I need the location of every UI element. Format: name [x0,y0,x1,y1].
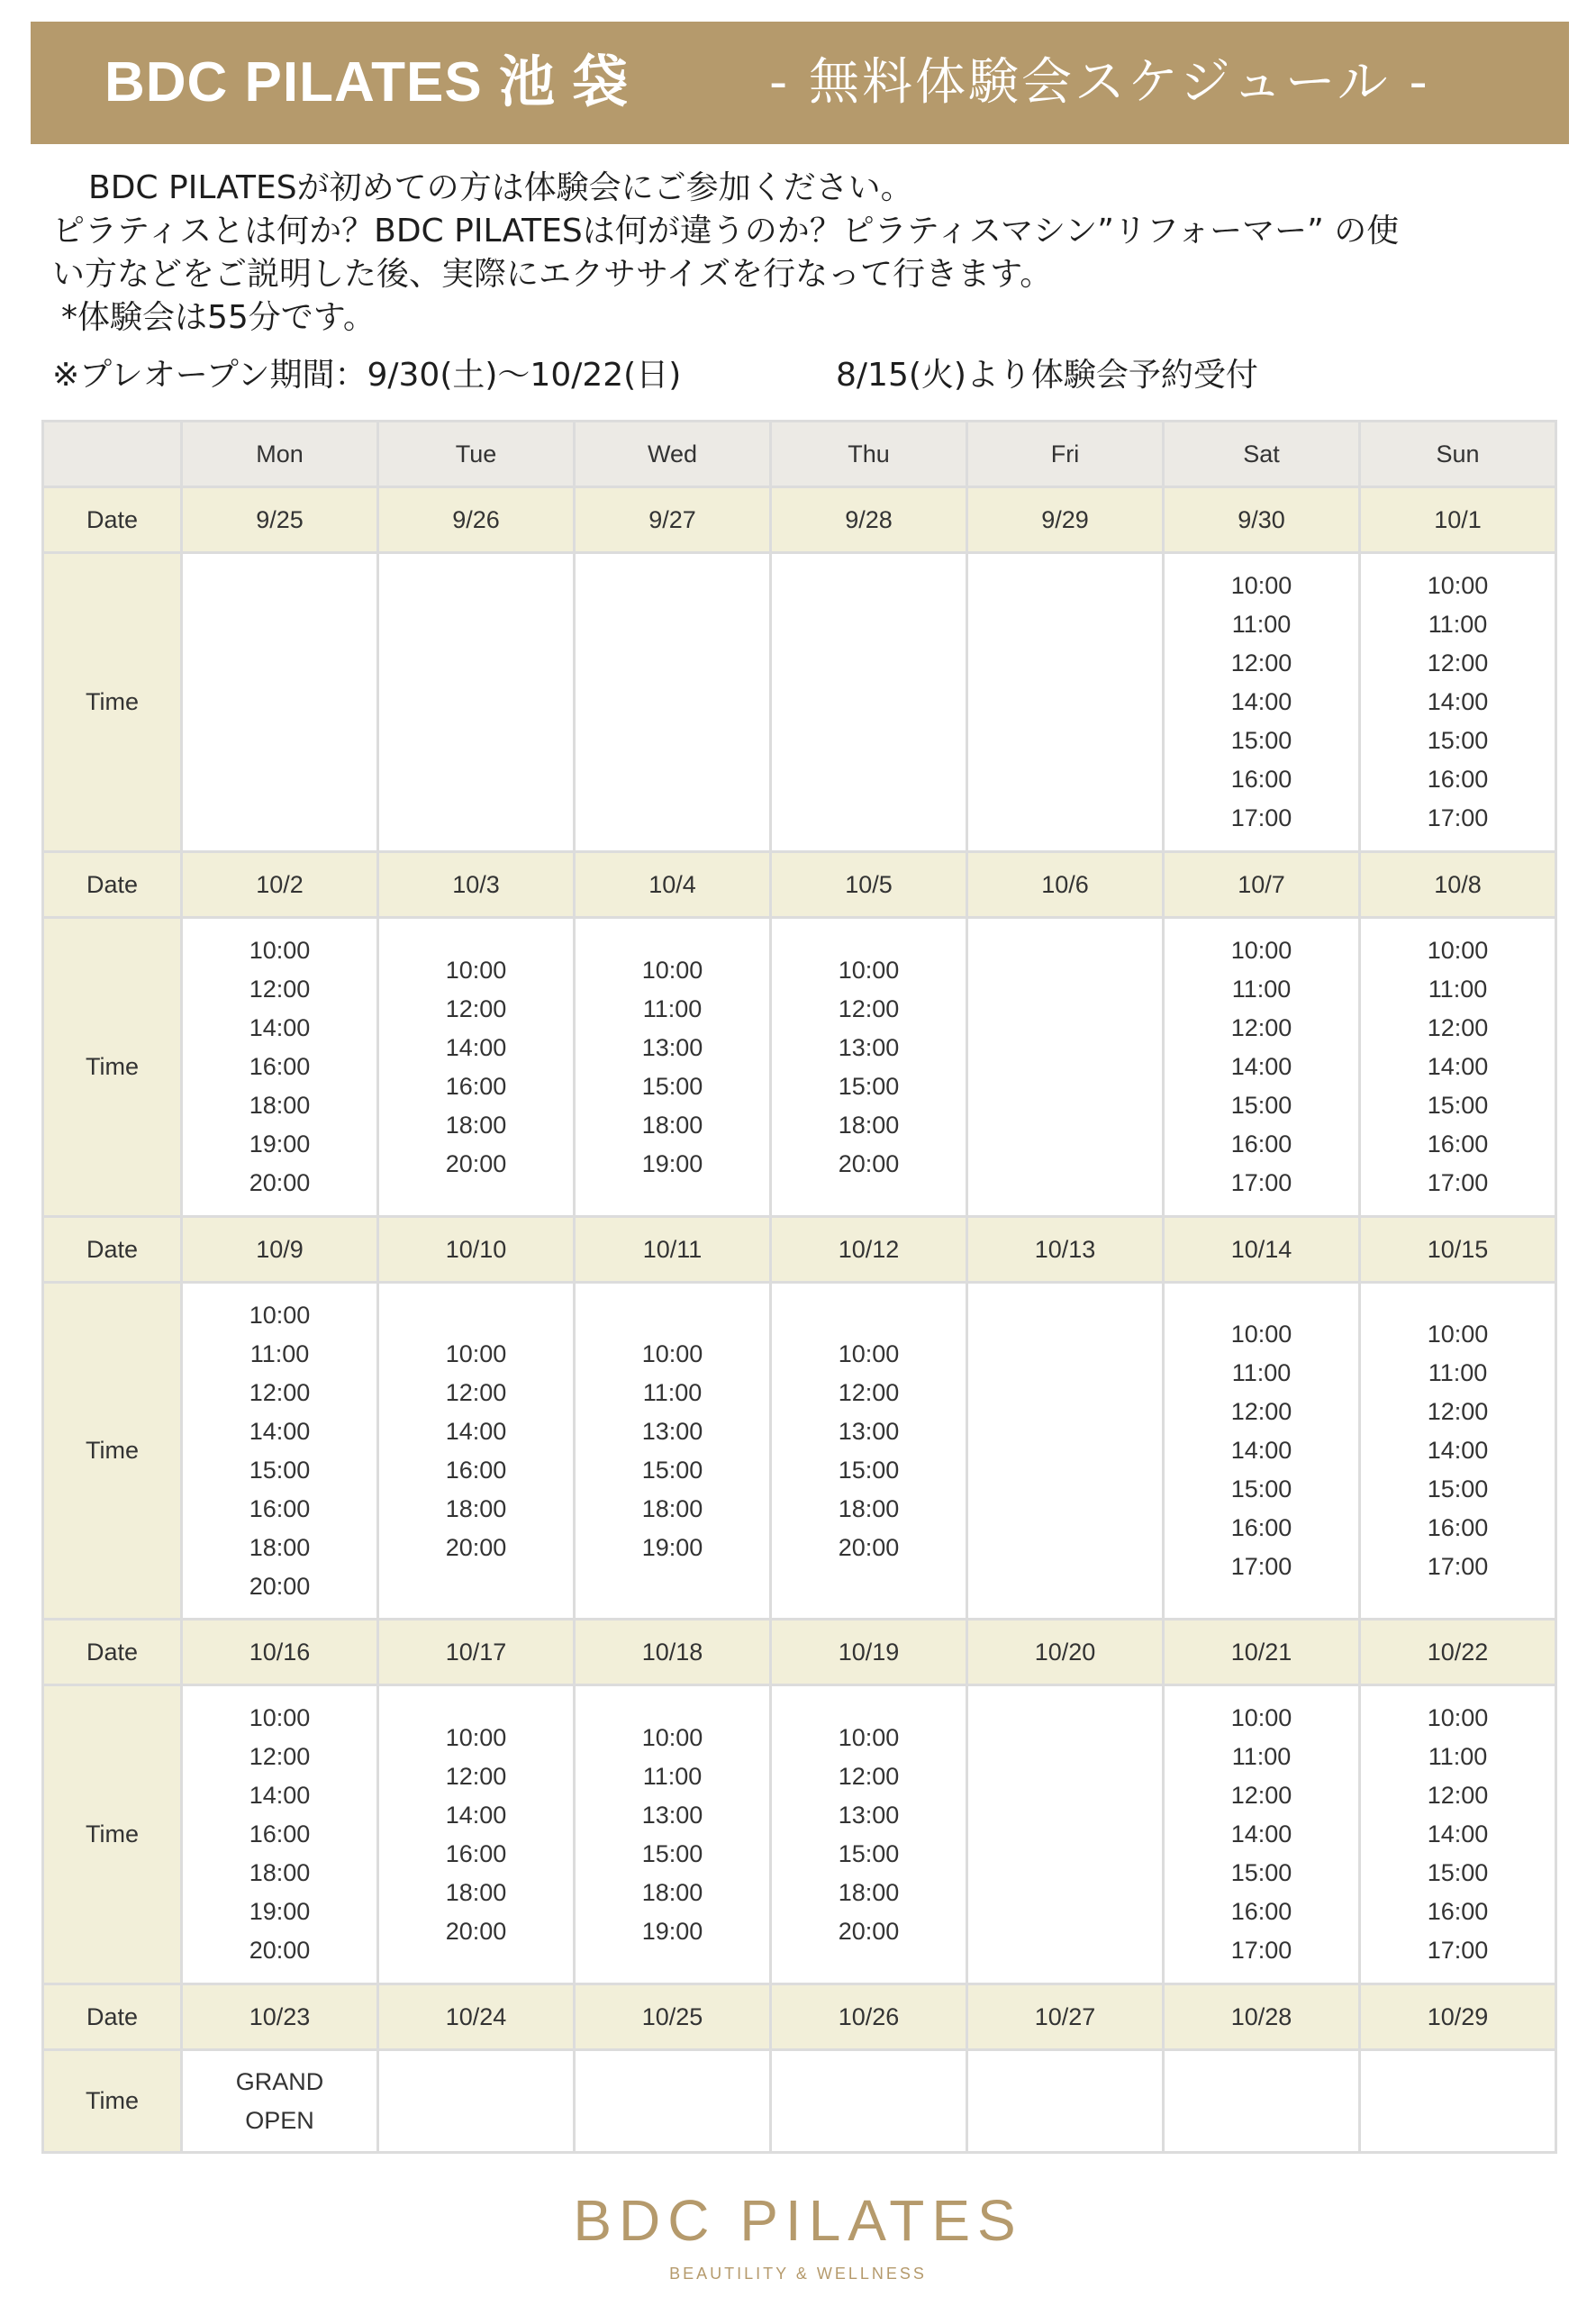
date-cell: 9/30 [1164,487,1360,553]
schedule-table [41,420,1557,2154]
time-cell [967,1685,1164,1984]
time-cell [182,553,378,852]
date-cell: 10/22 [1360,1620,1556,1685]
time-cell [575,918,771,1217]
date-cell: 10/9 [182,1217,378,1283]
intro-line-1: BDC PILATESが初めての方は体験会にご参加ください。 [88,169,913,206]
time-slot: 15:00 [1230,727,1292,754]
time-slot-list [1165,1315,1358,1586]
date-cell: 10/5 [771,852,967,918]
time-slot: 14:00 [249,1014,311,1041]
time-slot-list [772,1719,966,1951]
date-cell: 10/18 [575,1620,771,1685]
time-slot: 18:00 [641,1494,703,1522]
period-info [52,354,1258,397]
time-cell [1164,918,1360,1217]
date-cell: 10/6 [967,852,1164,918]
time-row [43,1685,1556,1984]
time-slot-list [183,1296,376,1606]
time-slot: 15:00 [1230,1475,1292,1503]
time-slot: 17:00 [1427,1169,1489,1196]
time-slot: 14:00 [445,1801,507,1829]
time-slot: 18:00 [838,1111,900,1139]
time-slot: 16:00 [1427,766,1489,793]
time-slot: 10:00 [641,1339,703,1367]
time-slot-list [1361,1699,1555,1970]
time-slot: 12:00 [1427,649,1489,676]
time-slot: 19:00 [641,1149,703,1177]
time-cell [1164,1685,1360,1984]
day-header-thu: Thu [771,422,967,487]
time-slot: 17:00 [1427,1553,1489,1580]
time-slot-list [1165,931,1358,1203]
time-slot: 15:00 [1427,727,1489,754]
time-slot: 12:00 [838,1762,900,1790]
time-slot: 18:00 [445,1494,507,1522]
time-slot: 18:00 [445,1878,507,1906]
time-slot: 15:00 [1230,1859,1292,1886]
time-cell [771,1283,967,1620]
day-header-row [43,422,1556,487]
time-slot: 10:00 [1427,1321,1489,1348]
date-row-label: Date [43,852,182,918]
time-slot: 19:00 [249,1898,311,1925]
date-row-label: Date [43,1217,182,1283]
time-slot: 16:00 [1230,1130,1292,1158]
time-slot: 11:00 [1231,1743,1292,1770]
time-row [43,1283,1556,1620]
time-slot: 15:00 [838,1456,900,1484]
time-slot: 12:00 [249,1743,311,1770]
time-slot: 20:00 [249,1169,311,1196]
time-slot: 20:00 [838,1149,900,1177]
time-slot: 14:00 [445,1417,507,1445]
time-slot: 17:00 [1230,1553,1292,1580]
reservation-start: 8/15(火)より体験会予約受付 [836,357,1258,394]
time-slot-list [379,1719,573,1951]
date-row [43,852,1556,918]
time-slot: 11:00 [1428,1743,1488,1770]
time-slot: 11:00 [1231,1359,1292,1386]
time-slot: 14:00 [1230,1437,1292,1464]
time-cell [182,2050,378,2153]
time-slot: 17:00 [1230,1937,1292,1964]
time-slot: 16:00 [249,1820,311,1848]
time-slot: 18:00 [838,1878,900,1906]
intro-line-4: *体験会は55分です。 [61,299,376,336]
time-slot: 19:00 [641,1917,703,1945]
time-slot: 18:00 [445,1111,507,1139]
time-slot: 15:00 [641,1072,703,1100]
date-cell: 10/4 [575,852,771,918]
time-slot: 15:00 [641,1839,703,1867]
time-slot-list [576,1719,769,1951]
header-banner [31,22,1569,144]
day-header-fri: Fri [967,422,1164,487]
time-slot: 16:00 [445,1072,507,1100]
time-slot: 16:00 [1427,1514,1489,1541]
time-slot: 13:00 [838,1033,900,1061]
time-slot: 13:00 [838,1801,900,1829]
time-slot: 11:00 [249,1339,310,1367]
time-cell [967,918,1164,1217]
time-slot: 14:00 [249,1417,311,1445]
time-slot: 19:00 [249,1130,311,1158]
time-cell [967,553,1164,852]
time-slot-list [576,1335,769,1567]
day-header-sat: Sat [1164,422,1360,487]
date-cell: 10/26 [771,1984,967,2050]
date-cell: 10/21 [1164,1620,1360,1685]
date-cell: 10/20 [967,1620,1164,1685]
time-slot: 16:00 [445,1456,507,1484]
time-cell [1360,1685,1556,1984]
date-row [43,1217,1556,1283]
time-slot: 12:00 [1230,1398,1292,1425]
time-slot: 16:00 [1427,1898,1489,1925]
time-slot-list [183,931,376,1203]
time-slot: 16:00 [249,1053,311,1080]
time-row [43,918,1556,1217]
time-cell [771,553,967,852]
time-slot: 14:00 [1230,1820,1292,1848]
time-slot: 20:00 [445,1533,507,1561]
time-slot: 10:00 [445,1339,507,1367]
time-slot-list [772,951,966,1184]
time-slot: 17:00 [1230,1169,1292,1196]
time-slot: 14:00 [1427,1053,1489,1080]
date-cell: 10/1 [1360,487,1556,553]
time-slot: 11:00 [1428,611,1488,638]
time-slot: 16:00 [249,1494,311,1522]
time-slot: 15:00 [1427,1092,1489,1119]
date-cell: 10/12 [771,1217,967,1283]
date-cell: 10/8 [1360,852,1556,918]
time-slot: 13:00 [641,1417,703,1445]
time-cell [1164,1283,1360,1620]
date-cell: 10/3 [378,852,575,918]
time-cell [771,918,967,1217]
time-slot: 15:00 [838,1072,900,1100]
time-slot: 11:00 [1428,976,1488,1003]
time-slot: 10:00 [1427,937,1489,964]
time-cell [575,1283,771,1620]
time-slot-list [1361,931,1555,1203]
time-slot: 18:00 [249,1533,311,1561]
time-slot-list [379,1335,573,1567]
time-slot: 18:00 [249,1859,311,1886]
time-cell [182,918,378,1217]
time-slot: 10:00 [249,1704,311,1731]
date-cell: 10/17 [378,1620,575,1685]
time-slot: 10:00 [838,956,900,984]
time-slot: 12:00 [445,1378,507,1406]
date-row-label: Date [43,487,182,553]
time-slot: 15:00 [1427,1475,1489,1503]
time-slot: 10:00 [249,937,311,964]
date-row [43,1984,1556,2050]
time-slot: 10:00 [838,1339,900,1367]
time-slot-list [576,951,769,1184]
time-slot: 15:00 [641,1456,703,1484]
time-slot: 10:00 [249,1301,311,1329]
date-cell: 10/14 [1164,1217,1360,1283]
time-slot: 10:00 [1427,572,1489,599]
date-cell: 10/10 [378,1217,575,1283]
time-slot: 10:00 [1230,572,1292,599]
time-row-label: Time [43,1685,182,1984]
time-slot-list [772,1335,966,1567]
preopen-period: ※プレオープン期間：9/30(土)〜10/22(日) [52,357,682,394]
time-slot: 10:00 [1230,937,1292,964]
date-cell: 9/27 [575,487,771,553]
time-slot: 12:00 [445,994,507,1022]
time-slot: 11:00 [642,1762,703,1790]
date-cell: 10/19 [771,1620,967,1685]
time-slot: 12:00 [445,1762,507,1790]
time-slot: 17:00 [1427,1937,1489,1964]
time-cell [1360,2050,1556,2153]
day-header-wed: Wed [575,422,771,487]
time-slot: 20:00 [249,1572,311,1600]
time-slot: 15:00 [249,1456,311,1484]
time-cell [378,553,575,852]
date-cell: 9/29 [967,487,1164,553]
time-slot: 14:00 [1230,1053,1292,1080]
time-slot: 12:00 [1427,1014,1489,1041]
time-row-label: Time [43,553,182,852]
time-slot: 18:00 [641,1878,703,1906]
time-cell [967,1283,1164,1620]
time-slot: 16:00 [1427,1130,1489,1158]
time-slot: 12:00 [1427,1398,1489,1425]
time-slot: 12:00 [1230,649,1292,676]
time-cell [182,1283,378,1620]
time-slot-list [1165,1699,1358,1970]
time-slot: 14:00 [1427,1820,1489,1848]
time-slot: 12:00 [1427,1782,1489,1809]
footer-tagline: BEAUTILITY & WELLNESS [669,2265,927,2283]
date-row [43,487,1556,553]
date-cell: 10/11 [575,1217,771,1283]
time-slot: 10:00 [1230,1321,1292,1348]
time-cell [771,2050,967,2153]
date-cell: 10/27 [967,1984,1164,2050]
time-slot: 11:00 [642,1378,703,1406]
time-cell [575,1685,771,1984]
header-corner-cell [43,422,182,487]
time-slot: 10:00 [1427,1704,1489,1731]
time-cell [378,918,575,1217]
time-slot: 18:00 [641,1111,703,1139]
intro-line-3: い方などをご説明した後、実際にエクササイズを行なって行きます。 [52,256,1053,293]
time-slot: 14:00 [445,1033,507,1061]
time-slot: 16:00 [1230,766,1292,793]
time-slot: 14:00 [1427,688,1489,715]
time-slot-list [379,951,573,1184]
time-slot: 20:00 [838,1917,900,1945]
time-slot-list [1361,1315,1555,1586]
time-slot: 18:00 [838,1494,900,1522]
time-cell [575,553,771,852]
time-cell [378,2050,575,2153]
date-cell: 10/15 [1360,1217,1556,1283]
time-slot: 20:00 [445,1917,507,1945]
time-slot-list [1361,567,1555,838]
time-cell [1360,1283,1556,1620]
time-slot: 10:00 [641,1723,703,1751]
time-slot: 11:00 [1231,976,1292,1003]
date-cell: 10/28 [1164,1984,1360,2050]
date-row-label: Date [43,1984,182,2050]
time-slot: 10:00 [445,956,507,984]
footer-logo [0,2189,1596,2283]
brand-title: BDC PILATES 池 袋 [104,51,630,113]
date-cell: 9/25 [182,487,378,553]
date-cell: 9/28 [771,487,967,553]
time-slot: 13:00 [641,1801,703,1829]
footer-logo-text: BDC PILATES [573,2188,1023,2253]
intro-line-2: ピラティスとは何か？BDC PILATESは何が違うのか？ピラティスマシン”リフォーマー” の使 [52,213,1400,250]
time-cell [1164,2050,1360,2153]
time-slot: 10:00 [445,1723,507,1751]
time-slot: 17:00 [1230,804,1292,831]
time-cell [378,1283,575,1620]
time-slot: 17:00 [1427,804,1489,831]
date-cell: 10/13 [967,1217,1164,1283]
time-cell [1360,918,1556,1217]
time-slot: 11:00 [1231,611,1292,638]
date-cell: 10/24 [378,1984,575,2050]
time-slot: 12:00 [838,994,900,1022]
time-slot: 16:00 [1230,1514,1292,1541]
time-slot: 10:00 [838,1723,900,1751]
date-cell: 10/2 [182,852,378,918]
time-row [43,2050,1556,2153]
time-cell [182,1685,378,1984]
day-header-sun: Sun [1360,422,1556,487]
time-slot: 10:00 [641,956,703,984]
time-cell [378,1685,575,1984]
date-cell: 10/29 [1360,1984,1556,2050]
time-slot: 12:00 [249,976,311,1003]
date-row-label: Date [43,1620,182,1685]
time-slot: 16:00 [1230,1898,1292,1925]
time-slot-list [183,1699,376,1970]
time-cell [771,1685,967,1984]
date-cell: 10/16 [182,1620,378,1685]
time-slot: 15:00 [1427,1859,1489,1886]
date-cell: 10/25 [575,1984,771,2050]
time-row-label: Time [43,2050,182,2153]
time-slot-list [1165,567,1358,838]
time-row [43,553,1556,852]
time-slot: 12:00 [838,1378,900,1406]
time-slot: GRAND [235,2067,324,2095]
time-slot: 13:00 [838,1417,900,1445]
time-cell [575,2050,771,2153]
time-slot: 11:00 [1428,1359,1488,1386]
time-slot: 15:00 [838,1839,900,1867]
day-header-mon: Mon [182,422,378,487]
time-slot: 19:00 [641,1533,703,1561]
time-slot: 20:00 [249,1937,311,1964]
intro-text [52,167,1547,340]
date-row [43,1620,1556,1685]
time-slot: 14:00 [1427,1437,1489,1464]
time-slot: 12:00 [1230,1782,1292,1809]
time-slot-list [183,2063,376,2140]
time-cell [1360,553,1556,852]
time-slot: 14:00 [249,1782,311,1809]
time-slot: 14:00 [1230,688,1292,715]
time-slot: 18:00 [249,1092,311,1119]
page-subtitle: - 無料体験会スケジュール - [769,53,1430,112]
time-slot: 15:00 [1230,1092,1292,1119]
time-slot: OPEN [245,2106,314,2134]
day-header-tue: Tue [378,422,575,487]
time-slot: 20:00 [445,1149,507,1177]
time-row-label: Time [43,918,182,1217]
time-cell [1164,553,1360,852]
time-slot: 16:00 [445,1839,507,1867]
date-cell: 10/23 [182,1984,378,2050]
time-slot: 12:00 [1230,1014,1292,1041]
time-slot: 13:00 [641,1033,703,1061]
time-cell [967,2050,1164,2153]
date-cell: 9/26 [378,487,575,553]
time-slot: 12:00 [249,1378,311,1406]
time-slot: 11:00 [642,994,703,1022]
time-slot: 20:00 [838,1533,900,1561]
time-row-label: Time [43,1283,182,1620]
time-slot: 10:00 [1230,1704,1292,1731]
date-cell: 10/7 [1164,852,1360,918]
